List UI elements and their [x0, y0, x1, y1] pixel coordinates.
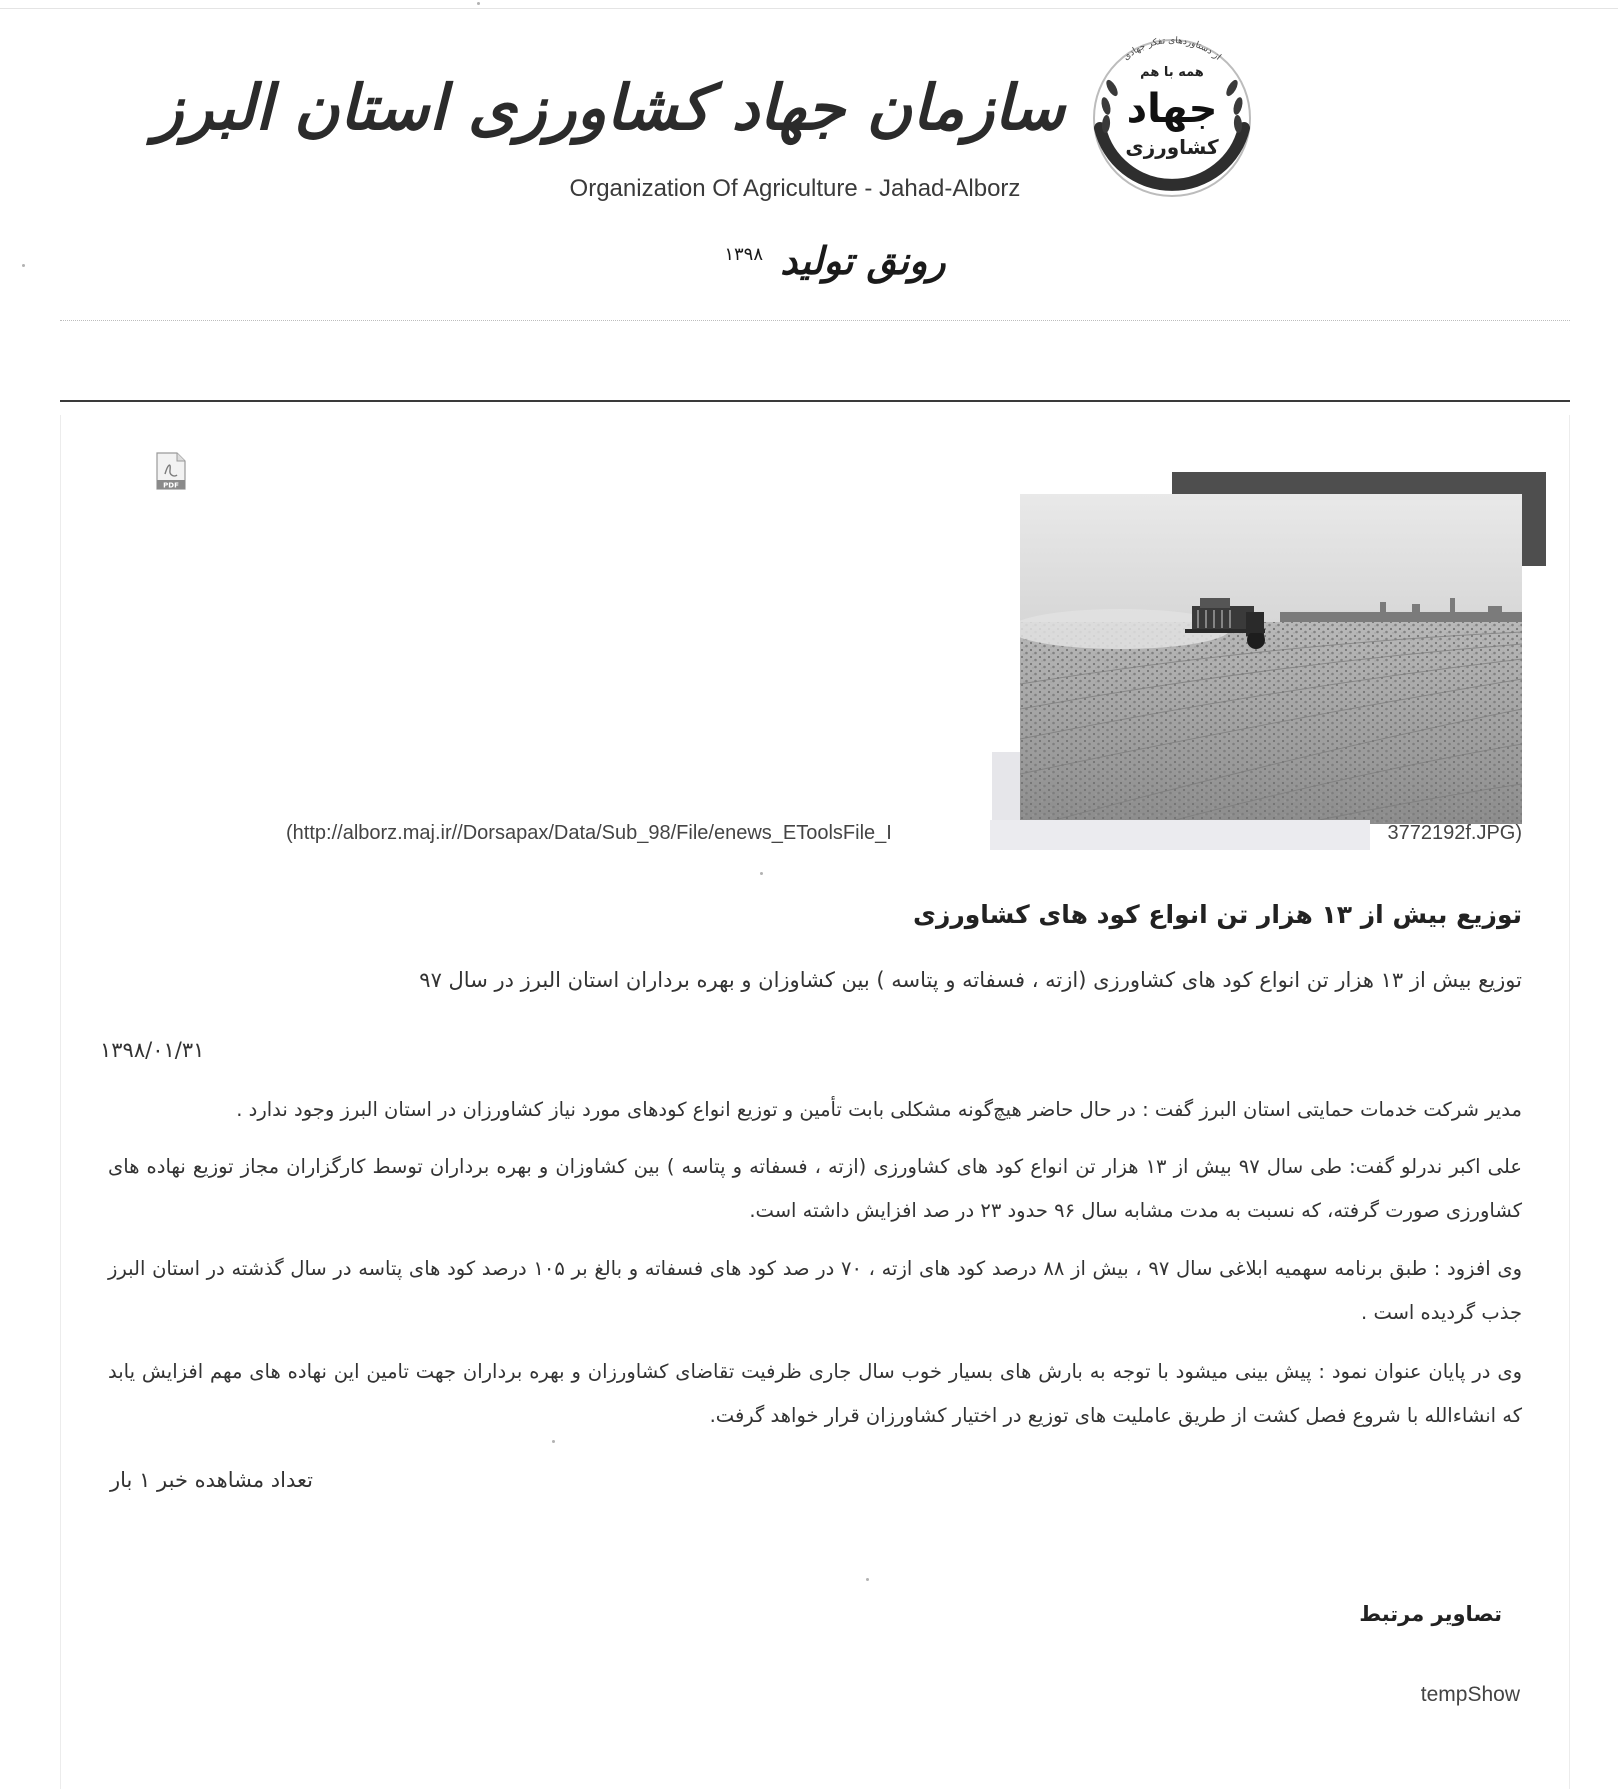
tractor-field-photo	[1020, 494, 1522, 824]
view-count: تعداد مشاهده خبر ۱ بار	[110, 1468, 313, 1492]
article-photo[interactable]	[1020, 494, 1522, 824]
news-paragraph-2: علی اکبر ندرلو گفت: طی سال ۹۷ بیش از ۱۳ هزار تن انواع کود های کشاورزی (ازته ، فسفاته و پتاسه ) بین کشاوزان و بهره برداران توسط کارگزاران مجاز توزیع نهاده های کشاورزی صورت گرفته، که نسبت به مدت مشابه سال ۹۶ حدود ۲۳ در صد افزایش داشته است.	[108, 1155, 1522, 1222]
org-title-en: Organization Of Agriculture - Jahad-Alborz	[569, 175, 1021, 202]
scan-speck	[22, 264, 25, 267]
news-paragraph-4: وی در پایان عنوان نمود : پیش بینی میشود با توجه به بارش های بسیار خوب سال جاری ظرفیت تقاضای کشاورزان و بهره برداران جهت تامین این نهاده های مهم افزایش یابد که انشاءالله با شروع فصل کشت از طریق عاملیت های توزیع در اختیار کشاورزان قرار خواهد گرفت.	[108, 1360, 1522, 1427]
header-top-rule	[0, 8, 1618, 9]
jahad-logo	[1072, 18, 1272, 208]
scan-speck	[760, 872, 763, 875]
slogan	[720, 238, 950, 308]
image-url-right: 3772192f.JPG)	[1387, 822, 1522, 844]
logo-ring-text: از دستاوردهای تفکر جهادی	[1121, 35, 1223, 63]
slogan-year: ۱۳۹۸	[724, 244, 764, 266]
image-url-left: (http://alborz.maj.ir//Dorsapax/Data/Sub_98/File/enews_EToolsFile_I	[286, 822, 892, 844]
pdf-icon-graphic	[155, 452, 187, 490]
news-subtitle: توزیع بیش از ۱۳ هزار تن انواع کود های کشاورزی (ازته ، فسفاته و پتاسه ) بین کشاوزان و بهره برداران استان البرز در سال ۹۷	[419, 968, 1522, 992]
org-title-fa: سازمان جهاد کشاورزی استان البرز	[153, 71, 1065, 144]
slogan-text: رونق تولید	[780, 238, 946, 283]
related-images-title: تصاویر مرتبط	[1359, 1602, 1502, 1626]
related-image-item[interactable]: tempShow	[1420, 1683, 1520, 1706]
news-paragraph-1: مدیر شرکت خدمات حمایتی استان البرز گفت : در حال حاضر هیچ‌گونه مشکلی بابت تأمین و توزیع انواع کودهای مورد نیاز کشاورزان در استان البرز وجود ندارد .	[236, 1098, 1522, 1121]
pdf-label: PDF	[163, 481, 179, 490]
scan-speck	[552, 1440, 555, 1443]
header-divider	[60, 400, 1570, 402]
url-redaction	[990, 820, 1370, 850]
photo-frame-patch	[992, 752, 1022, 824]
logo-main-text: جهاد	[1126, 86, 1218, 132]
news-paragraph-3: وی افزود : طبق برنامه سهمیه ابلاغی سال ۹۷ ، بیش از ۸۸ درصد کود های ازته ، ۷۰ در صد کود های فسفاته و بالغ بر ۱۰۵ درصد کود های پتاسه در سال گذشته در استان البرز جذب گردیده است .	[108, 1257, 1523, 1324]
pdf-file-icon[interactable]	[155, 452, 187, 490]
jahad-logo-graphic	[1072, 18, 1272, 208]
scan-speck	[866, 1578, 869, 1581]
logo-top-text: همه با هم	[1140, 65, 1204, 80]
header-divider-dotted	[60, 320, 1570, 321]
scan-speck	[477, 2, 480, 5]
news-title: توزیع بیش از ۱۳ هزار تن انواع کود های کشاورزی	[913, 900, 1522, 929]
logo-sub-text: کشاورزی	[1125, 135, 1219, 159]
svg-text:از دستاوردهای تفکر جهادی	[1122, 36, 1223, 63]
news-date: ۱۳۹۸/۰۱/۳۱	[100, 1038, 205, 1062]
